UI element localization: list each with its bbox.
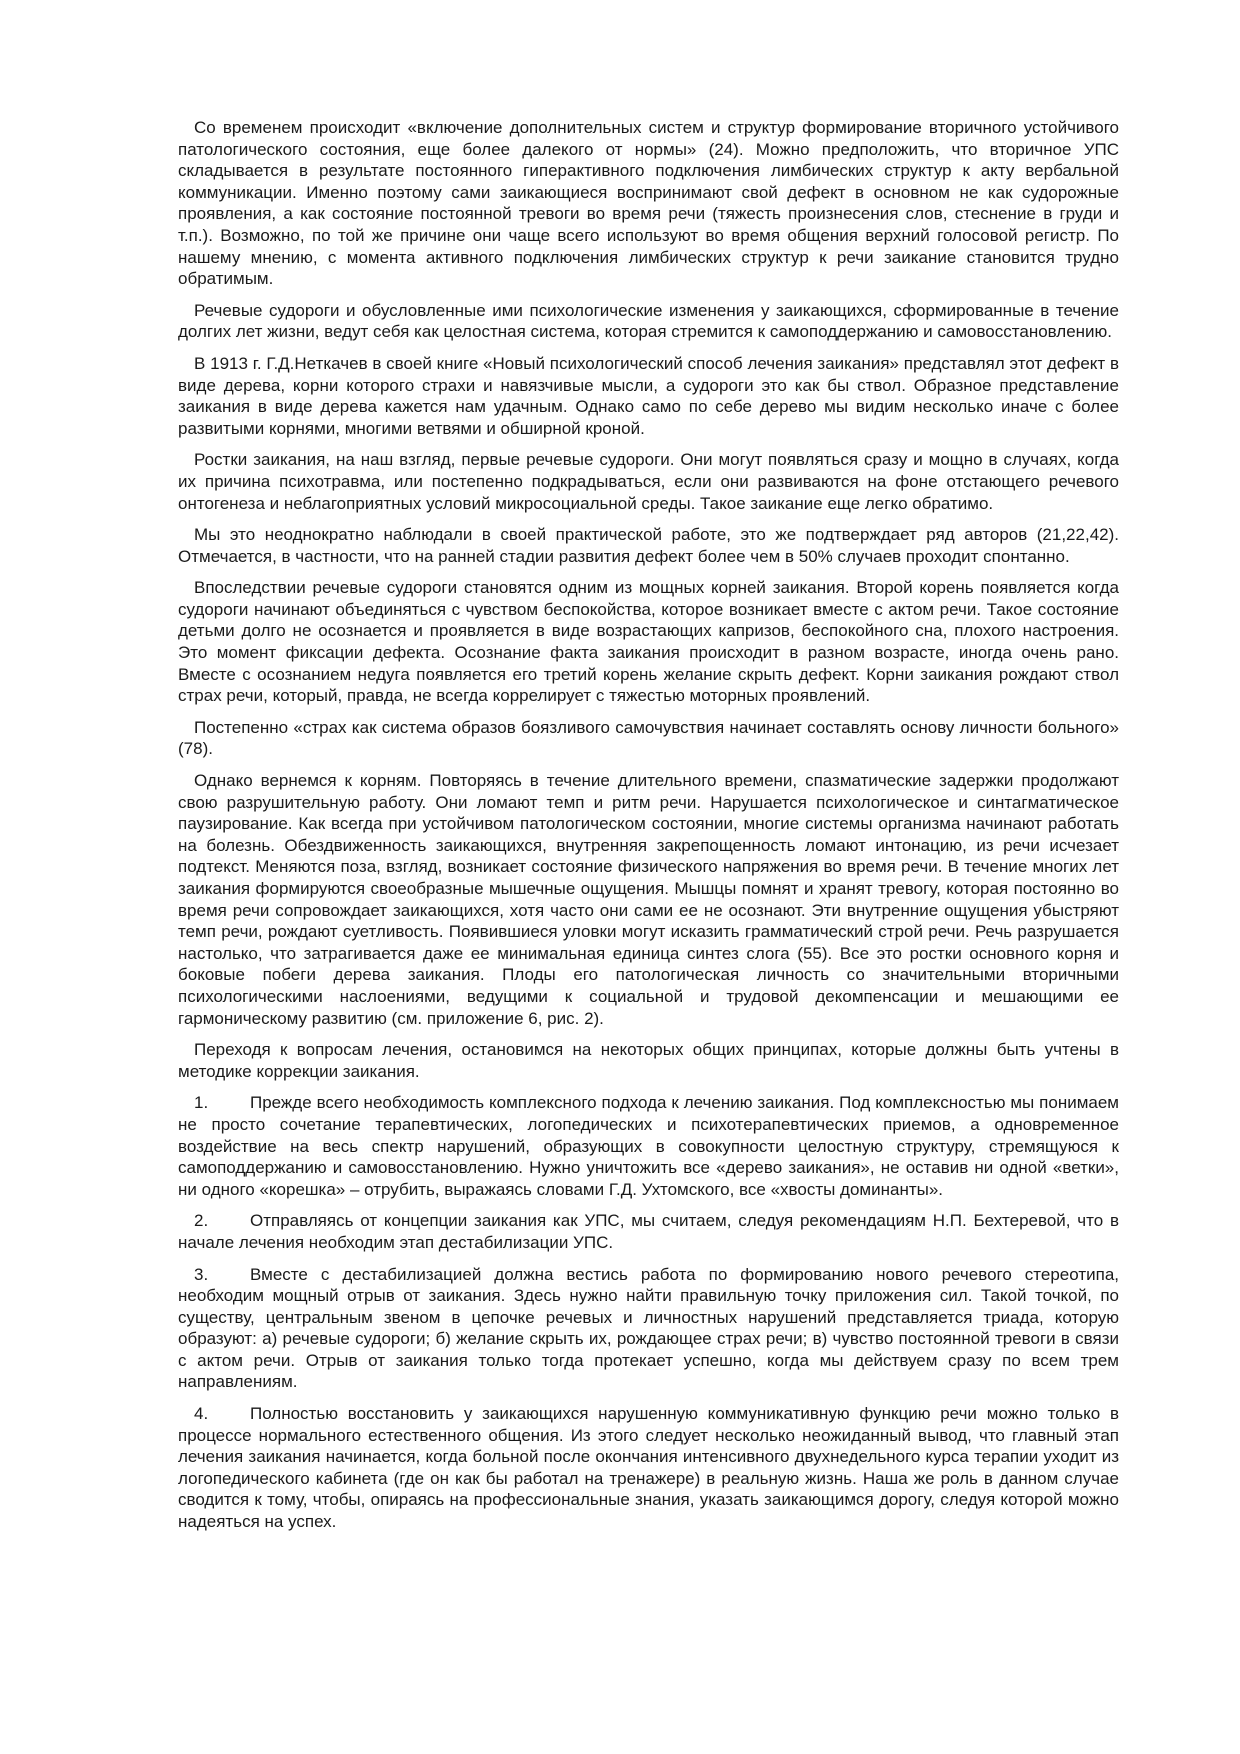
paragraph: Однако вернемся к корням. Повторяясь в течение длительного времени, спазматические задержки продолжают свою разрушительную работу. Они ломают темп и ритм речи. Нарушается психологическое и синтагматическое паузирование. Как всегда при устойчивом патологическом состоянии, многие системы организма начинают работать на болезнь. Обездвиженность заикающихся, внутренняя закрепощенность ломают интонацию, из речи исчезает подтекст. Меняются поза, взгляд, возникает состояние физического напряжения во время речи. В течение многих лет заикания формируются своеобразные мышечные ощущения. Мышцы помнят и хранят тревогу, которая постоянно во время речи сопровождает заикающихся, хотя часто они сами ее не осознают. Эти внутренние ощущения убыстряют темп речи, рождают суетливость. Появившиеся уловки могут исказить грамматический строй речи. Речь разрушается настолько, что затрагивается даже ее минимальная единица синтез слога (55). Все это ростки основного корня и боковые побеги дерева заикания. Плоды его патологическая личность со значительными вторичными психологическими наслоениями, ведущими к социальной и трудовой декомпенсации и мешающими ее гармоническому развитию (см. приложение 6, рис. 2). bbox=[178, 771, 1119, 1028]
item-number: 4. bbox=[194, 1404, 209, 1424]
numbered-item bbox=[178, 1403, 1119, 1533]
item-number: 1. bbox=[194, 1093, 209, 1113]
paragraph: Речевые судороги и обусловленные ими психологические изменения у заикающихся, сформированные в течение долгих лет жизни, ведут себя как целостная система, которая стремится к самоподдержанию и самовосстановлению. bbox=[178, 300, 1119, 342]
paragraph: Постепенно «страх как система образов боязливого самочувствия начинает составлять основу личности больного» (78). bbox=[178, 717, 1119, 759]
paragraph: В 1913 г. Г.Д.Неткачев в своей книге «Новый психологический способ лечения заикания» представлял этот дефект в виде дерева, корни которого страхи и навязчивые мысли, а судороги это как бы ствол. Образное представление заикания в виде дерева кажется нам удачным. Однако само по себе дерево мы видим несколько иначе с более развитыми корнями, многими ветвями и обширной кроной. bbox=[178, 353, 1119, 438]
item-text: Вместе с дестабилизацией должна вестись работа по формированию нового речевого стереотипа, необходим мощный отрыв от заикания. Здесь нужно найти правильную точку приложения сил. Такой точкой, по существу, центральным звеном в цепочке речевых и личностных нарушений представляется триада, которую образуют: а) речевые судороги; б) желание скрыть их, рождающее страх речи; в) чувство постоянной тревоги в связи с актом речи. Отрыв от заикания только тогда протекает успешно, когда мы действуем сразу по всем трем направлениям. bbox=[178, 1264, 1119, 1392]
numbered-item bbox=[178, 1210, 1119, 1253]
paragraph: Переходя к вопросам лечения, остановимся на некоторых общих принципах, которые должны быть учтены в методике коррекции заикания. bbox=[178, 1040, 1119, 1081]
paragraph: Мы это неоднократно наблюдали в своей практической работе, это же подтверждает ряд авторов (21,22,42). Отмечается, в частности, что на ранней стадии развития дефект более чем в 50% случаев проходит спонтанно. bbox=[178, 525, 1119, 566]
numbered-item bbox=[178, 1264, 1119, 1394]
paragraph: Впоследствии речевые судороги становятся одним из мощных корней заикания. Второй корень появляется когда судороги начинают объединяться с чувством беспокойства, которое возникает вместе с актом речи. Такое состояние детьми долго не осознается и проявляется в виде возрастающих капризов, беспокойного сна, плохого настроения. Это момент фиксации дефекта. Осознание факта заикания происходит в разном возрасте, иногда очень рано. Вместе с осознанием недуга появляется его третий корень желание скрыть дефект. Корни заикания рождают ствол страх речи, который, правда, не всегда коррелирует с тяжестью моторных проявлений. bbox=[178, 578, 1119, 706]
paragraph: Ростки заикания, на наш взгляд, первые речевые судороги. Они могут появляться сразу и мощно в случаях, когда их причина психотравма, или постепенно подкрадываться, если они развиваются на фоне отстающего речевого онтогенеза и неблагоприятных условий микросоциальной среды. Такое заикание еще легко обратимо. bbox=[178, 450, 1119, 513]
numbered-item bbox=[178, 1092, 1119, 1200]
item-number: 2. bbox=[194, 1211, 209, 1231]
item-text: Полностью восстановить у заикающихся нарушенную коммуникативную функцию речи можно только в процессе нормального естественного общения. Из этого следует несколько неожиданный вывод, что главный этап лечения заикания начинается, когда больной после окончания интенсивного двухнедельного курса терапии уходит из логопедического кабинета (где он как бы работал на тренажере) в реальную жизнь. Наша же роль в данном случае сводится к тому, чтобы, опираясь на профессиональные знания, указать заикающимся дорогу, следуя которой можно надеяться на успех. bbox=[178, 1404, 1119, 1532]
item-text: Прежде всего необходимость комплексного подхода к лечению заикания. Под комплексностью мы понимаем не просто сочетание терапевтических, логопедических и психотерапевтических приемов, а одновременное воздействие на весь спектр нарушений, образующих в совокупности целостную структуру, стремящуюся к самоподдержанию и самовосстановлению. Нужно уничтожить все «дерево заикания», не оставив ни одной «ветки», ни одного «корешка» – отрубить, выражаясь словами Г.Д. Ухтомского, все «хвосты доминанты». bbox=[178, 1093, 1119, 1199]
paragraph: Со временем происходит «включение дополнительных систем и структур формирование вторичного устойчивого патологического состояния, еще более далекого от нормы» (24). Можно предположить, что вторичное УПС складывается в результате постоянного гиперактивного подключения лимбических структур к акту вербальной коммуникации. Именно поэтому сами заикающиеся воспринимают свой дефект в основном не как судорожные проявления, а как состояние постоянной тревоги во время речи (тяжесть произнесения слов, стеснение в груди и т.п.). Возможно, по той же причине они чаще всего используют во время общения верхний голосовой регистр. По нашему мнению, с момента активного подключения лимбических структур к речи заикание становится трудно обратимым. bbox=[178, 118, 1119, 289]
item-number: 3. bbox=[194, 1264, 209, 1284]
item-text: Отправляясь от концепции заикания как УПС, мы считаем, следуя рекомендациям Н.П. Бехтеревой, что в начале лечения необходим этап дестабилизации УПС. bbox=[178, 1211, 1119, 1252]
document-page bbox=[178, 117, 1119, 1543]
